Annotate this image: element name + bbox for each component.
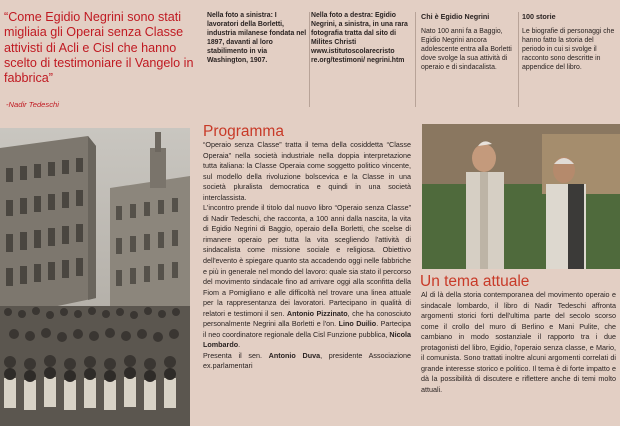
quote-author: -Nadir Tedeschi — [6, 100, 59, 109]
caption-left-photo: Nella foto a sinistra: I lavoratori della Borletti, industria milanese fondata nel 1897, davanti al loro stabilimento in via Washington, 1907. — [207, 12, 307, 64]
negrini-photo — [422, 124, 620, 269]
tema-text: Al di là della storia contemporanea del movimento operaio e sindacale lombardo, il libro di Nadir Tedeschi affronta argomenti storici forti dell'ultima parte del secolo scorso come il crollo del muro di Berlino e Mani Pulite, che cambiano in modo sostanziale il rapporto tra i due protagonisti del libro, Egidio, l'operaio senza classe, e Mario, il comunista. Sono trattati inoltre alcuni argomenti correlati di grande interesse storico e politico. Il tema è di forte impatto e dà la possibilità di discutere e riflettere anche di temi molto attuali. — [421, 290, 616, 394]
section-title-tema: Un tema attuale — [420, 273, 530, 290]
stories-text: Le biografie di personaggi che hanno fatto la storia del periodo in cui si svolge il racconto sono descritte in appendice del libro. — [522, 27, 615, 71]
section-title-programma: Programma — [203, 123, 284, 140]
programma-text: “Operaio senza Classe” tratta il tema della cosiddetta “Classe Operaia” nella società industriale nella doppia interpretazione tutta italiana: la Classe Operaia come soggetto politico vincente, sul modello della rivoluzione bolscevica e la Classe in una società pluralista democratica e quindi in una società interclassista. L'incontro prende il titolo dal nuovo libro “Operaio senza Classe” di Nadir Tedeschi, che racconta, a 100 anni dalla nascita, la vita di Egidio Negrini di Baggio, operaio della Borletti, che scelse di rimanere operaio per tutta la vita scegliendo l'attività di sindacalista come missione sociale e religiosa. Obiettivo dell'evento è spiegare quanto sta accadendo oggi nelle fabbriche e più in generale nel mondo del lavoro: quale sia stato il percorso del movimento sindacale fino ad arrivare oggi alla sconfitta della Fiom a Pomigliano e alle difficoltà nel trovare una linea attuale per la rappresentanza dei lavoratori. Partecipano in qualità di relatori e testimoni il sen. Antonio Pizzinato, che ha conosciuto personalmente Negrini alla Borletti e l'on. Lino Duilio. Partecipa il neo coordinatore regionale della Cisl Funzione pubblica, Nicola Lombardo. Presenta il sen. Antonio Duva, presidente Associazione ex.parlamentari — [203, 140, 412, 371]
bio-title: Chi è Egidio Negrini — [421, 12, 490, 21]
pull-quote: “Come Egidio Negrini sono stati migliaia gli Operai senza Classe attivisti di Acli e Cisl che hanno scelto di testimoniare il Vangelo in fabbrica” — [4, 10, 194, 86]
caption-right-photo: Nella foto a destra: Egidio Negrini, a sinistra, in una rara fotografia tratta dal sito di Milites Christi www.istitutoscolarecristo re.org/testimoni/ negrini.htm — [311, 12, 408, 64]
column-divider — [309, 12, 310, 107]
stories-title: 100 storie — [522, 12, 556, 21]
column-divider — [518, 12, 519, 107]
bio-box — [421, 13, 516, 72]
bio-text: Nato 100 anni fa a Baggio, Egidio Negrini ancora adolescente entra alla Borletti dove svolge la sua attività di operaio e di sindacalista. — [421, 27, 512, 71]
factory-workers-photo — [0, 128, 190, 426]
column-divider — [415, 12, 416, 107]
stories-box — [522, 13, 618, 72]
